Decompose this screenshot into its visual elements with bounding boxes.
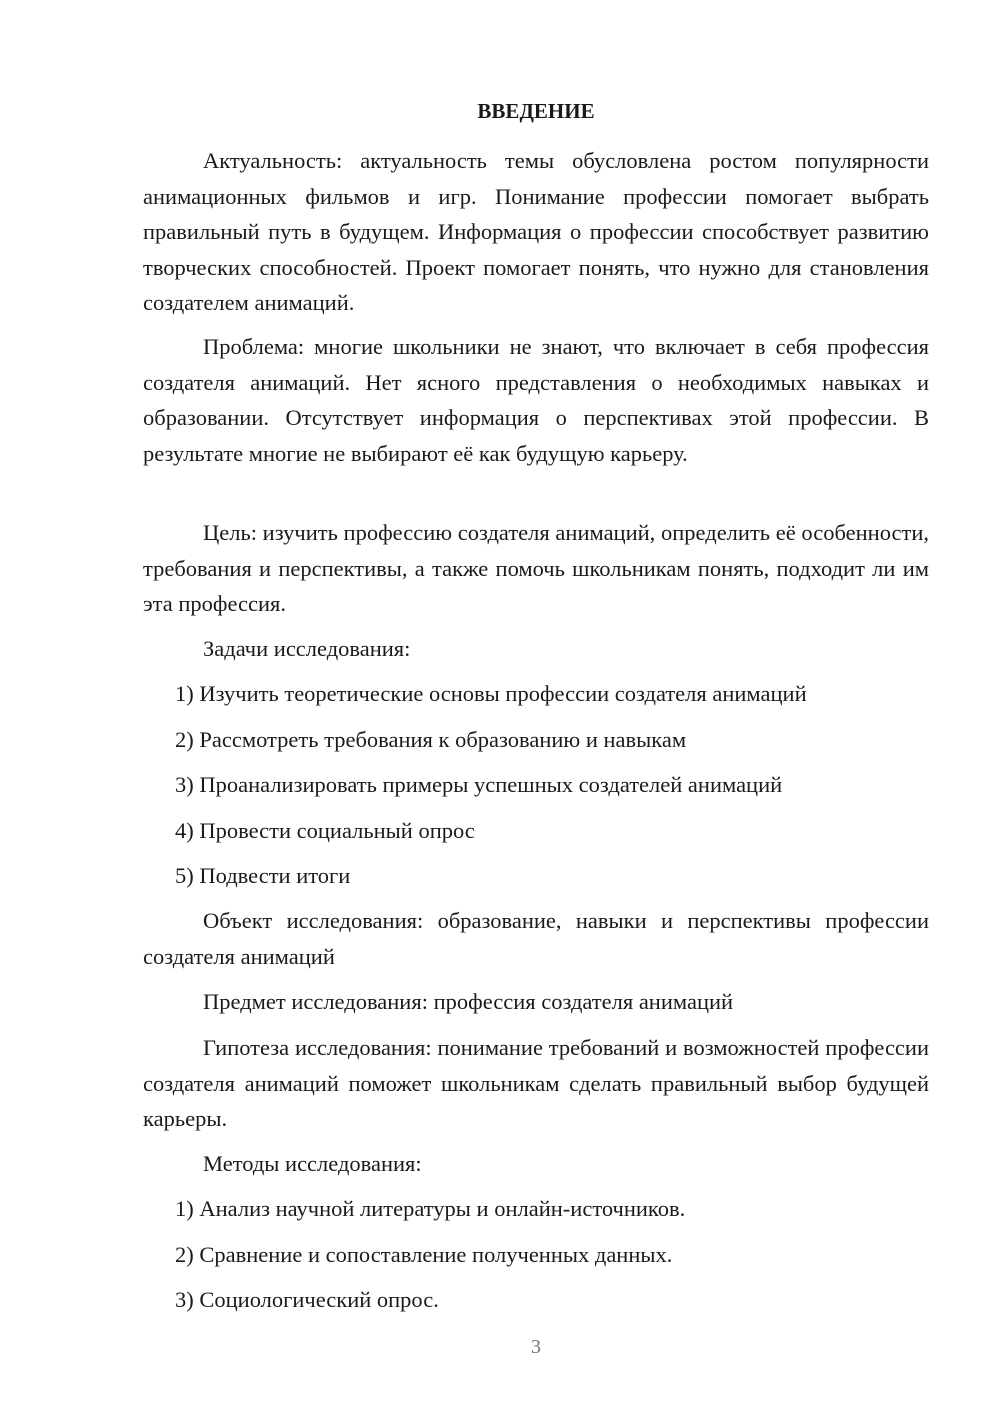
method-item: 1) Анализ научной литературы и онлайн-источников.	[175, 1196, 686, 1221]
task-item: 1) Изучить теоретические основы профессии создателя анимаций	[175, 681, 807, 706]
methods-heading: Методы исследования:	[203, 1151, 422, 1176]
task-item: 3) Проанализировать примеры успешных создателей анимаций	[175, 772, 783, 797]
method-item: 3) Социологический опрос.	[175, 1287, 439, 1312]
problem-paragraph: Проблема: многие школьники не знают, что включает в себя профессия создателя анимаций. Нет ясного представления о необходимых навыках и образовании. Отсутствует информация о перспективах этой профессии. В результате многие не выбирают её как будущую карьеру.	[143, 334, 929, 466]
task-item: 2) Рассмотреть требования к образованию и навыкам	[175, 727, 687, 752]
object-paragraph: Объект исследования: образование, навыки и перспективы профессии создателя анимаций	[143, 908, 929, 969]
subject-paragraph: Предмет исследования: профессия создателя анимаций	[203, 989, 734, 1014]
page-number: 3	[531, 1336, 541, 1358]
task-item: 5) Подвести итоги	[175, 863, 351, 888]
goal-paragraph: Цель: изучить профессию создателя анимаций, определить её особенности, требования и перспективы, а также помочь школьникам понять, подходит ли им эта профессия.	[143, 520, 929, 616]
method-item: 2) Сравнение и сопоставление полученных данных.	[175, 1242, 673, 1267]
page-title: ВВЕДЕНИЕ	[477, 99, 595, 123]
task-item: 4) Провести социальный опрос	[175, 818, 475, 843]
tasks-heading: Задачи исследования:	[203, 636, 411, 661]
hypothesis-paragraph: Гипотеза исследования: понимание требований и возможностей профессии создателя анимаций поможет школьникам сделать правильный выбор будущей карьеры.	[143, 1035, 929, 1131]
relevance-paragraph: Актуальность: актуальность темы обусловлена ростом популярности анимационных фильмов и игр. Понимание профессии помогает выбрать правильный путь в будущем. Информация о профессии способствует развитию творческих способностей. Проект помогает понять, что нужно для становления создателем анимаций.	[143, 148, 929, 315]
